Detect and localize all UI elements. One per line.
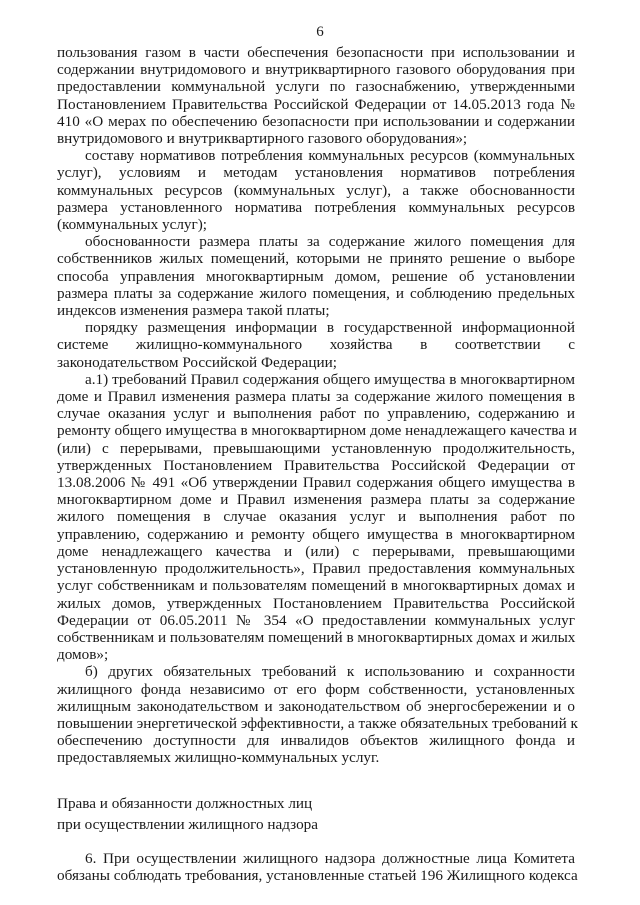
text-line: собственников жилых помещений, которыми не принято решение о выборе bbox=[57, 250, 575, 268]
text-line: установленную продолжительность», Правил предоставления коммунальных bbox=[57, 560, 575, 578]
text-line: предоставлении коммунальной услуги по газоснабжению, утвержденными bbox=[57, 78, 575, 96]
text-line: доме и Правил изменения размера платы за содержание жилого помещения в bbox=[57, 388, 575, 406]
text-line: собственникам и пользователям помещений в многоквартирных домах и жилых bbox=[57, 628, 576, 646]
text-line: системе жилищно-коммунального хозяйства в соответствии с bbox=[57, 336, 575, 354]
text-line: Федерации от 06.05.2011 № 354 «О предоставлении коммунальных услуг bbox=[57, 611, 575, 629]
text-line: услуг собственникам и пользователям помещений в многоквартирных домах и bbox=[57, 577, 575, 595]
text-line: обязаны соблюдать требования, установленные статьей 196 Жилищного кодекса bbox=[57, 867, 578, 885]
text-line: Права и обязанности должностных лиц bbox=[57, 795, 313, 812]
closing-paragraph bbox=[57, 850, 578, 885]
body-text bbox=[57, 44, 578, 767]
text-line: способа управления многоквартирным домом, решение об установлении bbox=[57, 267, 575, 285]
text-line: повышении энергетической эффективности, а также обязательных требований к bbox=[57, 714, 578, 732]
text-line: при осуществлении жилищного надзора bbox=[57, 816, 319, 833]
text-line: утвержденных Постановлением Правительства Российской Федерации от bbox=[57, 456, 575, 474]
text-line: услуг), условиям и методам установления нормативов потребления bbox=[57, 164, 575, 182]
section-heading bbox=[57, 793, 575, 835]
text-line: составу нормативов потребления коммунальных ресурсов (коммунальных bbox=[85, 147, 575, 165]
text-line: случае оказания услуг и выполнения работ по управлению, содержанию и bbox=[57, 405, 575, 423]
text-line: размера платы за содержание жилого помещения, и соблюдению предельных bbox=[57, 284, 575, 302]
text-line: (коммунальных услуг); bbox=[57, 216, 208, 234]
text-line: 6. При осуществлении жилищного надзора должностные лица Комитета bbox=[85, 850, 575, 867]
page-number: 6 bbox=[316, 24, 324, 40]
text-line: ремонту общего имущества в многоквартирном доме ненадлежащего качества и bbox=[57, 422, 577, 440]
text-line: пользования газом в части обеспечения безопасности при использовании и bbox=[57, 44, 575, 61]
text-line: порядку размещения информации в государственной информационной bbox=[85, 319, 575, 337]
text-line: многоквартирном доме и Правил изменения размера платы за содержание bbox=[57, 491, 575, 509]
text-line: индексов изменения размера такой платы; bbox=[57, 302, 330, 320]
text-line: (или) с перерывами, превышающими установленную продолжительность, bbox=[57, 439, 575, 457]
text-line: коммунальных ресурсов (коммунальных услуг), а также обоснованности bbox=[57, 181, 575, 199]
text-line: жилищного фонда независимо от его форм собственности, установленных bbox=[57, 680, 575, 698]
text-line: предоставляемых жилищно-коммунальных услуг. bbox=[57, 749, 380, 767]
text-line: б) других обязательных требований к использованию и сохранности bbox=[85, 663, 575, 681]
text-line: жилого помещения в случае оказания услуг и выполнения работ по bbox=[57, 508, 575, 526]
text-line: 13.08.2006 № 491 «Об утверждении Правил содержания общего имущества в bbox=[57, 474, 575, 492]
text-line: 410 «О мерах по обеспечению безопасности при использовании и содержании bbox=[57, 112, 575, 130]
text-line: содержании внутридомового и внутриквартирного газового оборудования при bbox=[57, 61, 575, 79]
text-line: внутридомового и внутриквартирного газового оборудования»; bbox=[57, 130, 468, 148]
text-line: размера установленного норматива потребления коммунальных ресурсов bbox=[57, 198, 575, 216]
text-line: Постановлением Правительства Российской Федерации от 14.05.2013 года № bbox=[57, 95, 575, 113]
text-line: жилых домов, утвержденных Постановлением Правительства Российской bbox=[57, 594, 575, 612]
text-line: домов»; bbox=[57, 646, 109, 664]
text-line: а.1) требований Правил содержания общего имущества в многоквартирном bbox=[85, 370, 575, 388]
text-line: обеспечению доступности для инвалидов объектов жилищного фонда и bbox=[57, 732, 575, 750]
text-line: законодательством Российской Федерации; bbox=[57, 353, 337, 371]
text-line: обоснованности размера платы за содержание жилого помещения для bbox=[85, 233, 575, 251]
text-line: управлению, содержанию и ремонту общего имущества в многоквартирном bbox=[57, 525, 575, 543]
text-line: жилищным законодательством и законодательством об энергосбережении и о bbox=[57, 697, 575, 715]
text-line: доме ненадлежащего качества и (или) с перерывами, превышающими bbox=[57, 542, 575, 560]
